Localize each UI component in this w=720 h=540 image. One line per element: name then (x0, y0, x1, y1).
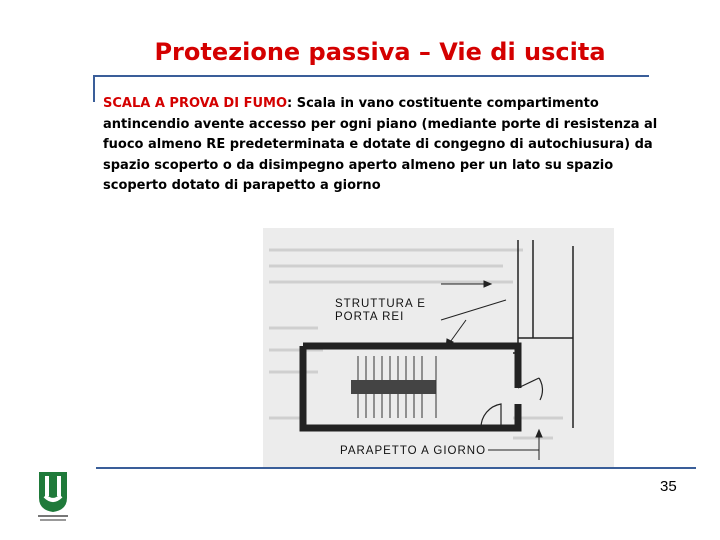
university-logo (36, 470, 70, 524)
label-parapet: PARAPETTO A GIORNO (340, 445, 487, 457)
title-vertical-rule (93, 76, 95, 102)
landing-door (518, 378, 542, 400)
stair-center-wall (351, 380, 436, 394)
label-structure-line1: STRUTTURA E (335, 298, 426, 310)
definition-paragraph (103, 94, 678, 197)
slide-title: Protezione passiva – Vie di uscita (154, 38, 606, 66)
stair-plan-figure (263, 228, 614, 468)
building-outline (513, 240, 573, 428)
page-number: 35 (660, 478, 677, 495)
definition-text: : Scala in vano costituente compartimento antincendio avente accesso per ogni piano (mediante porte di resistenza al fuoco almeno RE predeterminata e dotate di congegno di autochiusura) da spazio scoperto o da disimpegno aperto almeno per un lato su spazio scoperto dotato di parapetto a giorno (103, 96, 658, 193)
stair-door (481, 404, 501, 428)
label-leaders (441, 281, 542, 460)
stair-plan-drawing (263, 228, 614, 468)
label-structure-line2: PORTA REI (335, 311, 405, 323)
title-horizontal-rule (93, 75, 649, 77)
footer-rule (96, 467, 696, 469)
university-shield-icon (36, 470, 70, 524)
definition-term: SCALA A PROVA DI FUMO (103, 96, 288, 111)
